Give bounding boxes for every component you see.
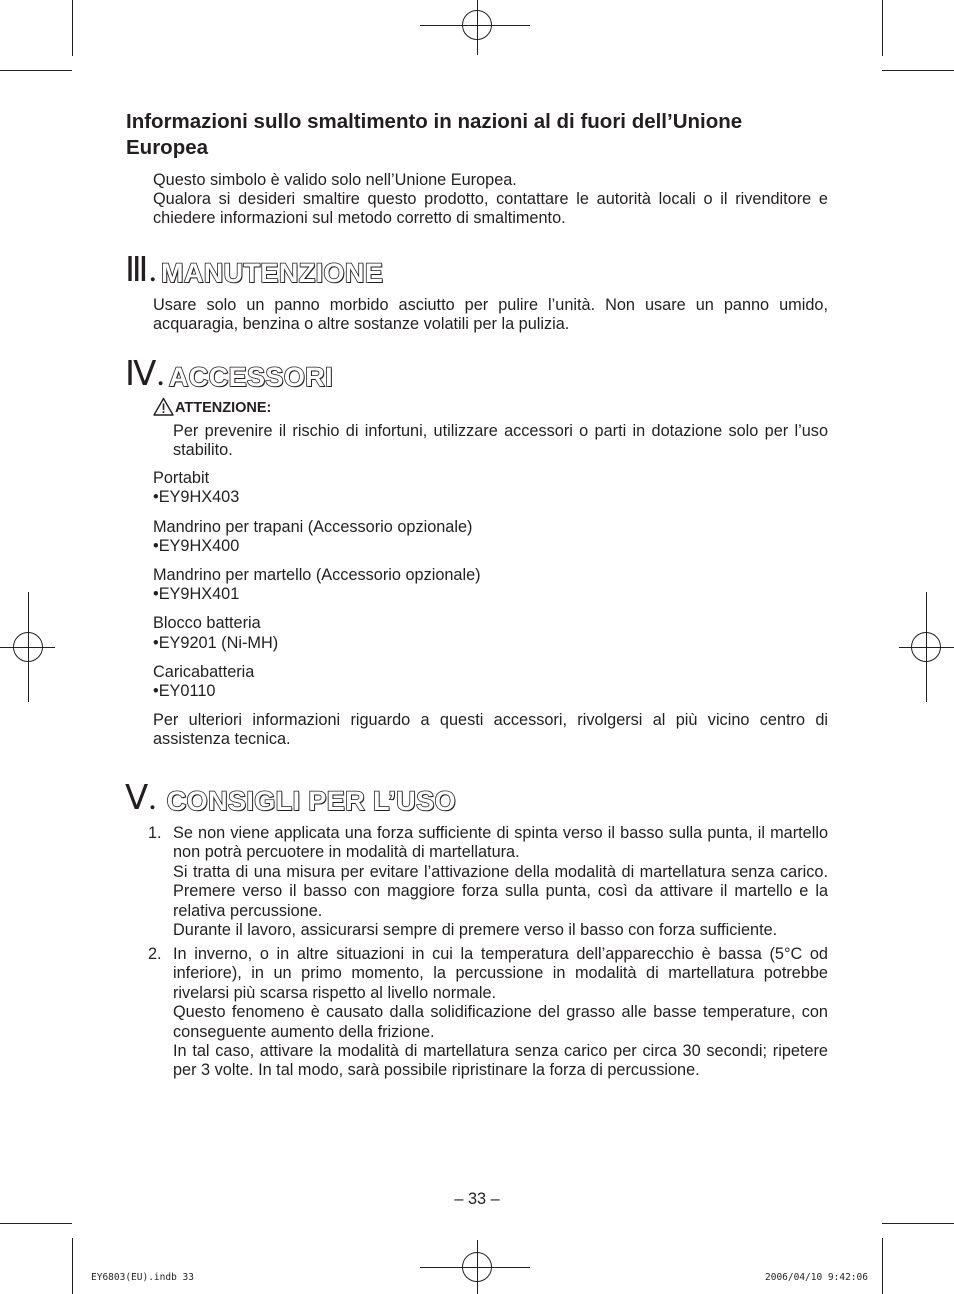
- tip-paragraph: Questo fenomeno è causato dalla solidificazione del grasso alle basse temperature, con conseguente aumento della frizione.: [173, 1003, 828, 1041]
- tip-number: 1.: [148, 824, 162, 842]
- disposal-line-2: Qualora si desideri smaltire questo prodotto, contattare le autorità locali o il rivenditore e chiedere informazioni sul metodo corretto di smaltimento.: [153, 190, 828, 228]
- tips-title: [125, 776, 456, 816]
- maintenance-numeral: Ⅲ.: [125, 252, 157, 289]
- disposal-line-1: Questo simbolo è valido solo nell’Unione Europea.: [153, 171, 517, 189]
- accessory-name: Blocco batteria: [153, 614, 261, 632]
- tip-paragraph: Si tratta di una misura per evitare l’attivazione della modalità di martellatura senza carico. Premere verso il basso con maggiore forza sulla punta, così da attivare il martello e la relativa percussione.: [173, 862, 828, 920]
- accessories-title-text: ACCESSORI: [168, 362, 334, 392]
- accessory-name: Mandrino per martello (Accessorio opzionale): [153, 566, 481, 584]
- accessory-name: Mandrino per trapani (Accessorio opzionale): [153, 518, 473, 536]
- maintenance-title: [125, 248, 383, 288]
- disposal-heading: Informazioni sullo smaltimento in nazioni al di fuori dell’Unione Europea: [126, 110, 743, 159]
- tip-paragraph: In inverno, o in altre situazioni in cui la temperatura dell’apparecchio è bassa (5°C od inferiore), in un primo momento, la percussione in modalità di martellatura potrebbe rivelarsi più scarsa rispetto al livello normale.: [173, 945, 828, 1002]
- maintenance-title-text: MANUTENZIONE: [160, 258, 384, 288]
- maintenance-body: Usare solo un panno morbido asciutto per pulire l’unità. Non usare un panno umido, acquaragia, benzina o altre sostanze volatili per la pulizia.: [153, 296, 828, 334]
- accessory-name: Caricabatteria: [153, 663, 255, 681]
- accessories-numeral: Ⅳ.: [125, 356, 165, 393]
- tip-number: 2.: [148, 945, 162, 963]
- warning-block: [153, 397, 271, 416]
- page-number: – 33 –: [454, 1190, 500, 1208]
- accessory-code: •EY0110: [153, 682, 216, 700]
- tip-paragraph: Durante il lavoro, assicurarsi sempre di premere verso il basso con forza sufficiente.: [173, 921, 778, 940]
- tip-paragraph: Se non viene applicata una forza sufficiente di spinta verso il basso sulla punta, il martello non potrà percuotere in modalità di martellatura.: [173, 824, 828, 862]
- accessories-title: [125, 352, 333, 392]
- tips-numeral: Ⅴ.: [125, 780, 157, 817]
- accessory-code: •EY9HX403: [153, 488, 240, 506]
- tip-item: [173, 945, 828, 1081]
- accessory-code: •EY9HX400: [153, 537, 240, 555]
- tip-item: [173, 824, 828, 940]
- accessory-code: •EY9HX401: [153, 585, 240, 603]
- warning-text: Per prevenire il rischio di infortuni, utilizzare accessori o parti in dotazione solo per l’uso stabilito.: [173, 422, 828, 460]
- tip-paragraph: In tal caso, attivare la modalità di martellatura senza carico per circa 30 secondi; ripetere per 3 volte. In tal modo, sarà possibile ripristinare la forza di percussione.: [173, 1042, 828, 1080]
- accessory-name: Portabit: [153, 469, 210, 487]
- accessories-closing: Per ulteriori informazioni riguardo a questi accessori, rivolgersi al più vicino centro di assistenza tecnica.: [153, 711, 828, 749]
- slug-filename: EY6803(EU).indb 33: [91, 1272, 194, 1283]
- accessory-code: •EY9201 (Ni-MH): [153, 634, 279, 652]
- tips-title-text: CONSIGLI PER L’USO: [166, 786, 457, 816]
- warning-triangle-icon: [153, 397, 174, 416]
- warning-label: ATTENZIONE:: [175, 400, 272, 416]
- slug-timestamp: 2006/04/10 9:42:06: [765, 1272, 868, 1283]
